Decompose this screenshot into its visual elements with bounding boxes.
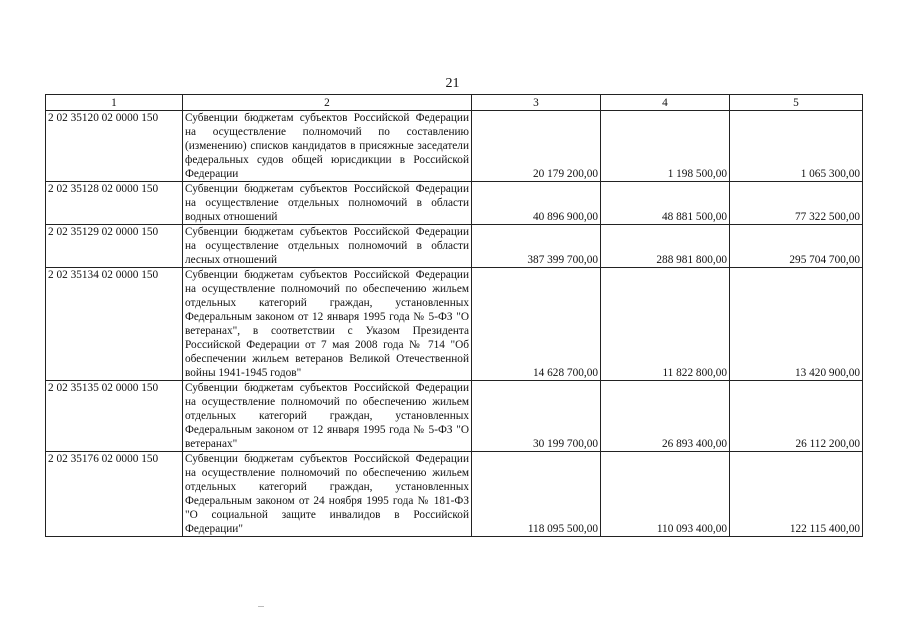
table-row <box>46 452 863 537</box>
column-header: 5 <box>730 95 863 111</box>
budget-code-cell: 2 02 35128 02 0000 150 <box>46 182 183 225</box>
amount-cell: 1 198 500,00 <box>601 111 730 182</box>
scan-artifact <box>258 606 264 607</box>
column-header: 1 <box>46 95 183 111</box>
amount-cell: 11 822 800,00 <box>601 268 730 381</box>
amount-cell: 77 322 500,00 <box>730 182 863 225</box>
table-row <box>46 381 863 452</box>
description-cell: Субвенции бюджетам субъектов Российской Федерации на осуществление отдельных полномочий в области лесных отношений <box>183 225 472 268</box>
amount-cell: 14 628 700,00 <box>472 268 601 381</box>
amount-cell: 288 981 800,00 <box>601 225 730 268</box>
description-cell: Субвенции бюджетам субъектов Российской Федерации на осуществление отдельных полномочий в области водных отношений <box>183 182 472 225</box>
amount-cell: 387 399 700,00 <box>472 225 601 268</box>
amount-cell: 48 881 500,00 <box>601 182 730 225</box>
amount-cell: 295 704 700,00 <box>730 225 863 268</box>
amount-cell: 20 179 200,00 <box>472 111 601 182</box>
amount-cell: 26 893 400,00 <box>601 381 730 452</box>
description-cell: Субвенции бюджетам субъектов Российской Федерации на осуществление полномочий по составлению (изменению) списков кандидатов в присяжные заседатели федеральных судов общей юрисдикции в Российской Федерации <box>183 111 472 182</box>
budget-code-cell: 2 02 35129 02 0000 150 <box>46 225 183 268</box>
column-header: 2 <box>183 95 472 111</box>
table-row <box>46 268 863 381</box>
amount-cell: 118 095 500,00 <box>472 452 601 537</box>
page-number: 21 <box>445 76 460 91</box>
table-row <box>46 111 863 182</box>
amount-cell: 1 065 300,00 <box>730 111 863 182</box>
table-row <box>46 225 863 268</box>
column-header: 3 <box>472 95 601 111</box>
amount-cell: 26 112 200,00 <box>730 381 863 452</box>
description-cell: Субвенции бюджетам субъектов Российской Федерации на осуществление полномочий по обеспечению жильем отдельных категорий граждан, установленных Федеральным законом от 24 ноября 1995 года № 181-ФЗ "О социальной защите инвалидов в Российской Федерации" <box>183 452 472 537</box>
table-row <box>46 182 863 225</box>
budget-code-cell: 2 02 35176 02 0000 150 <box>46 452 183 537</box>
description-cell: Субвенции бюджетам субъектов Российской Федерации на осуществление полномочий по обеспечению жильем отдельных категорий граждан, установленных Федеральным законом от 12 января 1995 года № 5-ФЗ "О ветеранах" <box>183 381 472 452</box>
amount-cell: 30 199 700,00 <box>472 381 601 452</box>
amount-cell: 13 420 900,00 <box>730 268 863 381</box>
column-header: 4 <box>601 95 730 111</box>
amount-cell: 122 115 400,00 <box>730 452 863 537</box>
budget-code-cell: 2 02 35134 02 0000 150 <box>46 268 183 381</box>
amount-cell: 40 896 900,00 <box>472 182 601 225</box>
budget-code-cell: 2 02 35120 02 0000 150 <box>46 111 183 182</box>
amount-cell: 110 093 400,00 <box>601 452 730 537</box>
budget-table <box>45 94 863 537</box>
budget-code-cell: 2 02 35135 02 0000 150 <box>46 381 183 452</box>
header-row <box>46 95 863 111</box>
description-cell: Субвенции бюджетам субъектов Российской Федерации на осуществление полномочий по обеспечению жильем отдельных категорий граждан, установленных Федеральным законом от 12 января 1995 года № 5-ФЗ "О ветеранах", в соответствии с Указом Президента Российской Федерации от 7 мая 2008 года № 714 "Об обеспечении жильем ветеранов Великой Отечественной войны 1941-1945 годов" <box>183 268 472 381</box>
